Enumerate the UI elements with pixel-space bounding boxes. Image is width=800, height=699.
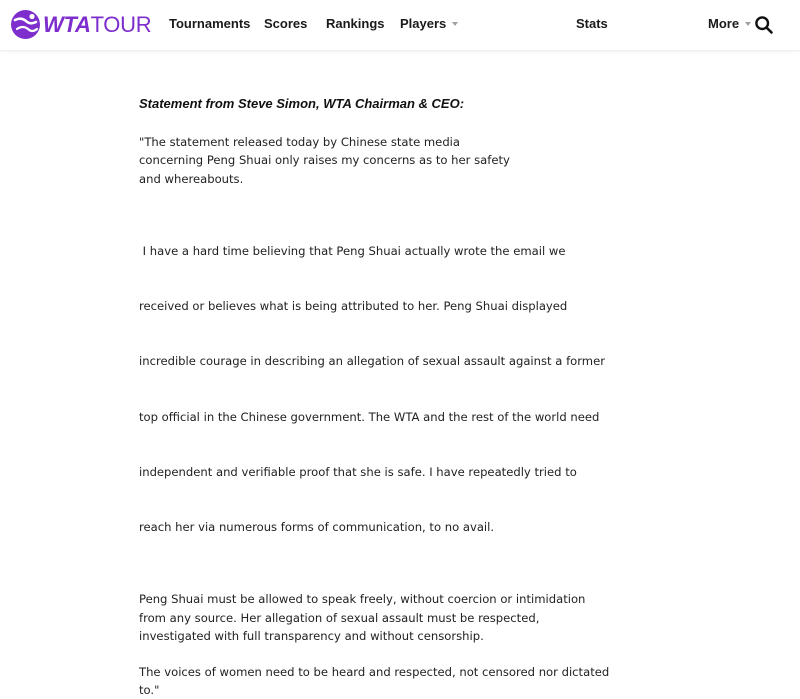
article-body bbox=[139, 95, 619, 699]
paragraph-4 bbox=[139, 663, 619, 699]
text-line: concerning Peng Shuai only raises my concerns as to her safety bbox=[139, 153, 510, 168]
chevron-down-icon bbox=[745, 22, 751, 26]
nav-more[interactable] bbox=[708, 15, 751, 33]
nav-scores[interactable]: Scores bbox=[264, 16, 308, 31]
search-button[interactable] bbox=[754, 15, 774, 35]
text-line: Peng Shuai must be allowed to speak freely, without coercion or intimidation bbox=[139, 592, 586, 607]
paragraph-3 bbox=[139, 590, 619, 645]
text-line: from any source. Her allegation of sexual assault must be respected, bbox=[139, 610, 540, 625]
text-line: "The statement released today by Chinese state media bbox=[139, 135, 461, 149]
nav-players[interactable] bbox=[400, 15, 458, 33]
text-line: and whereabouts. bbox=[139, 171, 244, 186]
nav-tournaments[interactable]: Tournaments bbox=[169, 16, 251, 31]
wta-tour-logo[interactable] bbox=[9, 8, 151, 41]
text-line: investigated with full transparency and without censorship. bbox=[139, 629, 484, 644]
nav-rankings[interactable]: Rankings bbox=[326, 16, 385, 31]
logo-wordmark bbox=[43, 8, 151, 41]
text-line: independent and verifiable proof that she is safe. I have repeatedly tried to bbox=[139, 464, 577, 479]
search-icon bbox=[754, 15, 774, 35]
chevron-down-icon bbox=[452, 22, 458, 26]
text-line: incredible courage in describing an allegation of sexual assault against a former bbox=[139, 354, 605, 369]
text-line: I have a hard time believing that Peng Shuai actually wrote the email we bbox=[139, 244, 566, 259]
nav-players-label: Players bbox=[400, 16, 447, 31]
logo-text-light: TOUR bbox=[90, 12, 152, 37]
text-line: top official in the Chinese government. The WTA and the rest of the world need bbox=[139, 409, 600, 424]
text-line: reach her via numerous forms of communication, to no avail. bbox=[139, 520, 495, 535]
text-line: received or believes what is being attributed to her. Peng Shuai displayed bbox=[139, 299, 568, 314]
logo-text-bold: WTA bbox=[43, 12, 91, 37]
nav-stats[interactable]: Stats bbox=[576, 16, 608, 31]
paragraph-1 bbox=[139, 133, 619, 188]
text-line: to." bbox=[139, 682, 160, 697]
text-line: The voices of women need to be heard and respected, not censored nor dictated bbox=[139, 664, 610, 679]
wta-logo-icon bbox=[9, 8, 42, 41]
statement-heading: Statement from Steve Simon, WTA Chairman & CEO: bbox=[139, 96, 465, 111]
paragraph-2 bbox=[139, 205, 619, 573]
top-navigation-bar bbox=[0, 0, 800, 50]
nav-more-label: More bbox=[708, 16, 740, 31]
